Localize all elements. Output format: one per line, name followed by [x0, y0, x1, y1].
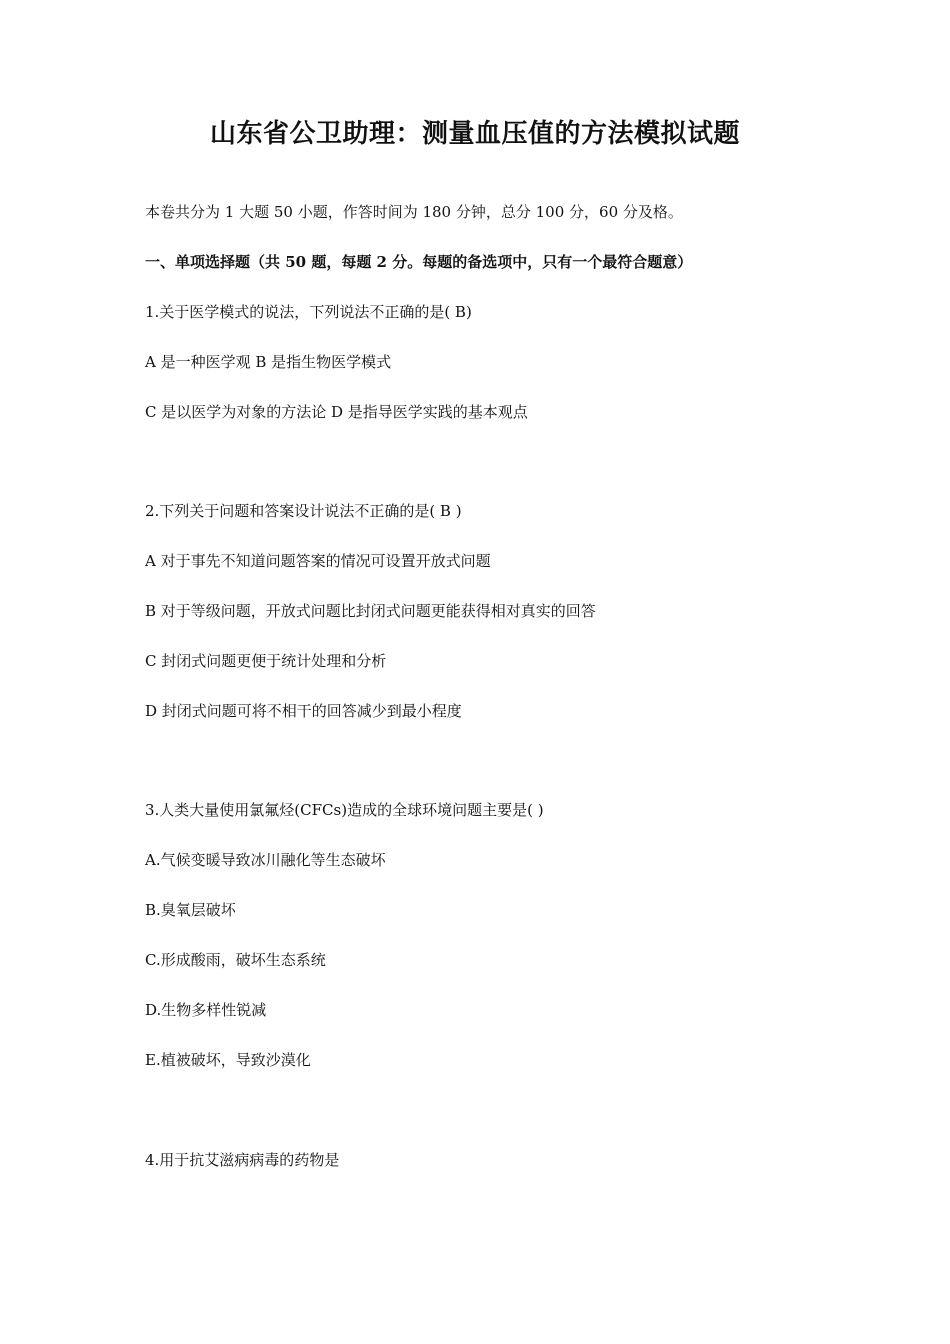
question-3-option-e: E.植被破坏，导致沙漠化 — [145, 1051, 311, 1069]
document-title: 山东省公卫助理：测量血压值的方法模拟试题 — [209, 119, 740, 149]
question-1-option-row: A 是一种医学观 B 是指生物医学模式 — [145, 353, 392, 371]
question-3-option-c: C.形成酸雨，破坏生态系统 — [145, 951, 326, 969]
question-2-option-d: D 封闭式问题可将不相干的回答减少到最小程度 — [145, 702, 462, 720]
question-1-stem: 1.关于医学模式的说法，下列说法不正确的是( B) — [145, 303, 472, 321]
question-2-stem: 2.下列关于问题和答案设计说法不正确的是( B ) — [145, 502, 462, 520]
question-2-option-b: B 对于等级问题，开放式问题比封闭式问题更能获得相对真实的回答 — [145, 602, 596, 620]
question-4-stem: 4.用于抗艾滋病病毒的药物是 — [145, 1151, 340, 1169]
exam-intro: 本卷共分为 1 大题 50 小题，作答时间为 180 分钟，总分 100 分，60 分及格。 — [145, 203, 683, 221]
question-3-option-d: D.生物多样性锐减 — [145, 1001, 267, 1019]
question-2-option-c: C 封闭式问题更便于统计处理和分析 — [145, 652, 387, 670]
question-2-option-a: A 对于事先不知道问题答案的情况可设置开放式问题 — [145, 552, 491, 570]
question-1-option-row: C 是以医学为对象的方法论 D 是指导医学实践的基本观点 — [145, 403, 528, 421]
section-heading: 一、单项选择题（共 50 题，每题 2 分。每题的备选项中，只有一个最符合题意） — [145, 253, 693, 271]
question-3-stem: 3.人类大量使用氯氟烃(CFCs)造成的全球环境问题主要是( ) — [145, 801, 544, 819]
question-3-option-b: B.臭氧层破坏 — [145, 901, 236, 919]
question-3-option-a: A.气候变暖导致冰川融化等生态破坏 — [145, 851, 386, 869]
